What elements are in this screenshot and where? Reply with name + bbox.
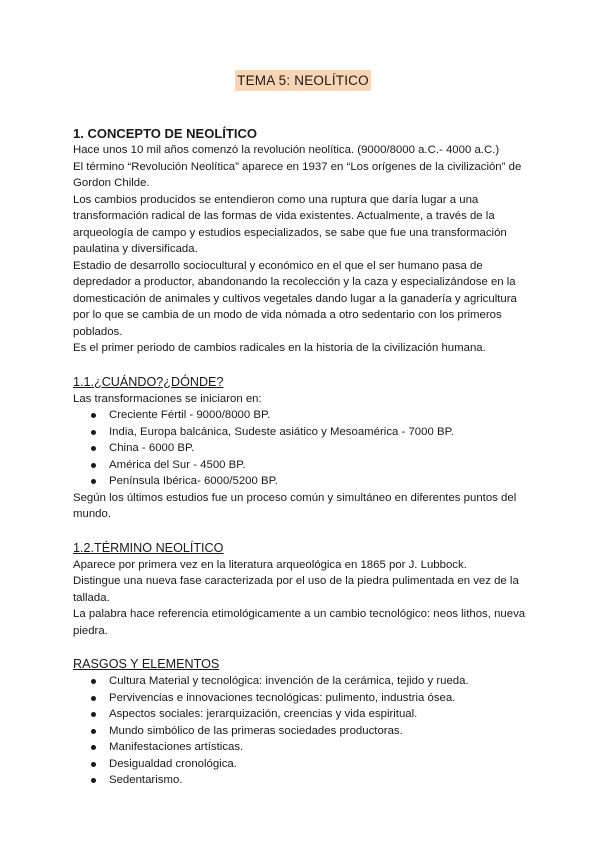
paragraph: Distingue una nueva fase caracterizada por el uso de la piedra pulimentada en vez de la tallada.	[73, 575, 519, 604]
bullet-list-regions	[73, 407, 533, 490]
list-item: Pervivencias e innovaciones tecnológicas: pulimento, industria ósea.	[90, 690, 533, 707]
bullet-list-rasgos	[73, 673, 533, 789]
section-heading-rasgos: RASGOS Y ELEMENTOS	[73, 657, 220, 671]
list-item: Desigualdad cronológica.	[90, 756, 533, 773]
section-heading-concepto: 1. CONCEPTO DE NEOLÍTICO	[73, 126, 257, 141]
paragraph: Según los últimos estudios fue un proceso común y simultáneo en diferentes puntos del mundo.	[73, 491, 517, 520]
section-termino-body	[73, 557, 533, 640]
paragraph: Las transformaciones se iniciaron en:	[73, 392, 262, 405]
list-item: Sedentarismo.	[90, 772, 533, 789]
paragraph: El término “Revolución Neolítica” aparece en 1937 en “Los orígenes de la civilización” de Gordon Childe.	[73, 160, 522, 189]
paragraph: Aparece por primera vez en la literatura arqueológica en 1865 por J. Lubbock.	[73, 558, 467, 571]
title-wrap	[73, 70, 533, 91]
paragraph: Es el primer periodo de cambios radicales en la historia de la civilización humana.	[73, 342, 486, 354]
list-item: China - 6000 BP.	[90, 440, 533, 457]
list-item: Creciente Fértil - 9000/8000 BP.	[90, 407, 533, 424]
section-concepto-body	[73, 142, 533, 357]
paragraph: Hace unos 10 mil años comenzó la revolución neolítica. (9000/8000 a.C.- 4000 a.C.)	[73, 144, 500, 156]
paragraph: Estadio de desarrollo sociocultural y económico en el que el ser humano pasa de depredador a productor, abandonando la recolección y la caza y especializándose en la domesticación de animales y cultivos vegetales dando lugar a la ganadería y agricultura por lo que se cambia de un modo de vida nómada a otro sedentario con los primeros poblados.	[73, 259, 517, 338]
section-heading-termino: 1.2.TÉRMINO NEOLÍTICO	[73, 540, 224, 555]
paragraph: La palabra hace referencia etimológicamente a un cambio tecnológico: neos lithos, nueva piedra.	[73, 608, 526, 637]
document-page	[73, 70, 533, 789]
list-item: Manifestaciones artísticas.	[90, 739, 533, 756]
list-item: Mundo simbólico de las primeras sociedades productoras.	[90, 723, 533, 740]
paragraph: Los cambios producidos se entendieron como una ruptura que daría lugar a una transformación radical de las formas de vida existentes. Actualmente, a través de la arqueología de campo y estudios especializados, se sabe que fue una transformación paulatina y diversificada.	[73, 193, 507, 255]
page-title: TEMA 5: NEOLÍTICO	[235, 70, 371, 91]
list-item: América del Sur - 4500 BP.	[90, 457, 533, 474]
list-item: Aspectos sociales: jerarquización, creencias y vida espiritual.	[90, 706, 533, 723]
section-heading-cuando-donde: 1.1.¿CUÁNDO?¿DÓNDE?	[73, 374, 224, 389]
list-item: Cultura Material y tecnológica: invención de la cerámica, tejido y rueda.	[90, 673, 533, 690]
list-item: India, Europa balcánica, Sudeste asiático y Mesoamérica - 7000 BP.	[90, 424, 533, 441]
list-item: Península Ibérica- 6000/5200 BP.	[90, 473, 533, 490]
